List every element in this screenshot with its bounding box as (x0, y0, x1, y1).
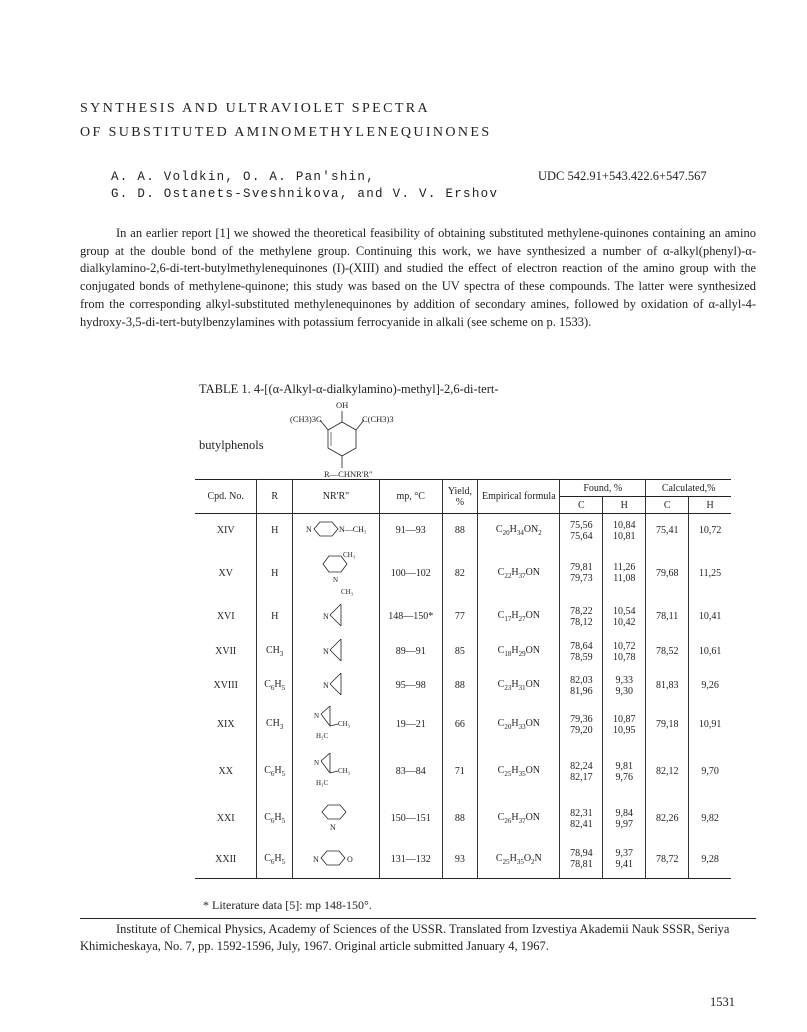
calc-h: 10,72 (689, 514, 731, 548)
yield: 66 (442, 703, 478, 747)
cpd-no: XIX (195, 703, 257, 747)
table-caption-continued: butylphenols (199, 438, 264, 452)
found-c: 82,31 82,41 (560, 797, 603, 841)
found-h: 11,26 11,08 (603, 548, 646, 599)
authors-line-2: G. D. Ostanets-Sveshnikova, and V. V. Ershov (111, 187, 499, 201)
authors (111, 169, 498, 203)
svg-text:N: N (322, 647, 329, 656)
abstract (80, 225, 756, 331)
mp: 150—151 (380, 797, 443, 841)
calc-c: 78,11 (646, 599, 689, 635)
table-footnote: * Literature data [5]: mp 148-150°. (203, 898, 372, 912)
calc-c: 81,83 (646, 669, 689, 703)
found-h: 10,84 10,81 (603, 514, 646, 548)
cpd-no: XVIII (195, 669, 257, 703)
cpd-no: XXII (195, 841, 257, 879)
header-found: Found, % (560, 480, 646, 497)
header-yield: Yield, % (442, 480, 478, 514)
udc-code: UDC 542.91+543.422.6+547.567 (538, 169, 707, 183)
header-nrr: NR'R" (292, 480, 379, 514)
found-h: 9,84 9,97 (603, 797, 646, 841)
yield: 88 (442, 797, 478, 841)
calc-h: 10,41 (689, 599, 731, 635)
oh-label: OH (336, 400, 349, 410)
svg-text:N: N (322, 681, 329, 690)
r-group: $C_6H_5$ (257, 797, 293, 841)
svg-text:N: N (305, 525, 312, 535)
cpd-no: XV (195, 548, 257, 599)
r-group: $CH_3$ (257, 703, 293, 747)
header-calc-h: H (689, 497, 731, 514)
page-number: 1531 (710, 995, 735, 1009)
empirical-formula: $C_{20}H_{33}ON$ (478, 703, 560, 747)
svg-text:N: N (332, 575, 339, 584)
svg-text:N: N (313, 712, 320, 720)
found-h: 10,54 10,42 (603, 599, 646, 635)
found-h: 10,87 10,95 (603, 703, 646, 747)
svg-text:CH₃: CH₃ (337, 767, 351, 775)
header-mp: mp, °C (380, 480, 443, 514)
amine-structure (292, 514, 379, 548)
svg-text:CH₃: CH₃ (337, 720, 351, 728)
found-c: 79,81 79,73 (560, 548, 603, 599)
calc-h: 9,82 (689, 797, 731, 841)
morpholino-icon (313, 848, 359, 868)
amine-structure (292, 747, 379, 797)
found-c: 78,94 78,81 (560, 841, 603, 879)
table-row (195, 635, 731, 669)
amine-structure (292, 841, 379, 879)
calc-h: 10,61 (689, 635, 731, 669)
svg-text:N: N (322, 612, 329, 621)
yield: 82 (442, 548, 478, 599)
cpd-no: XX (195, 747, 257, 797)
calc-c: 78,52 (646, 635, 689, 669)
yield: 93 (442, 841, 478, 879)
r-group: H (257, 599, 293, 635)
mp: 91—93 (380, 514, 443, 548)
empirical-formula: $C_{25}H_{35}O_2N$ (478, 841, 560, 879)
tert-butyl-right-label: C(CH3)3 (362, 414, 394, 424)
found-h: 9,81 9,76 (603, 747, 646, 797)
calc-c: 75,41 (646, 514, 689, 548)
r-group: H (257, 548, 293, 599)
table-row (195, 797, 731, 841)
header-empirical-formula: Empirical formula (478, 480, 560, 514)
cpd-no: XXI (195, 797, 257, 841)
N-methylpiperazino-icon (306, 519, 366, 539)
table-row (195, 841, 731, 879)
compound-table (195, 479, 731, 879)
amine-structure (292, 669, 379, 703)
svg-text:N: N (313, 759, 320, 767)
empirical-formula: $C_{23}H_{31}ON$ (478, 669, 560, 703)
empirical-formula: $C_{20}H_{34}ON_2$ (478, 514, 560, 548)
aziridino-icon (323, 636, 349, 664)
mp: 100—102 (380, 548, 443, 599)
r-group: $C_6H_5$ (257, 747, 293, 797)
empirical-formula: $C_{17}H_{27}ON$ (478, 599, 560, 635)
empirical-formula: $C_{25}H_{35}ON$ (478, 747, 560, 797)
chnrr-label: R—CHNR'R" (324, 469, 373, 479)
institute-text: Institute of Chemical Physics, Academy of Sciences of the USSR. Translated from Izvestiya Akademii Nauk SSSR, Seriya Khimicheskaya, No. 7, pp. 1592-1596, July, 1967. Original article submitted January 4, 1967. (80, 922, 730, 953)
2,2-dimethylaziridino-icon (314, 751, 358, 789)
svg-text:N: N (329, 823, 336, 832)
mp: 19—21 (380, 703, 443, 747)
institute-note (80, 921, 756, 955)
r-group: $CH_3$ (257, 635, 293, 669)
table-row (195, 703, 731, 747)
found-h: 9,33 9,30 (603, 669, 646, 703)
found-c: 78,22 78,12 (560, 599, 603, 635)
empirical-formula: $C_{18}H_{29}ON$ (478, 635, 560, 669)
yield: 77 (442, 599, 478, 635)
table-row (195, 669, 731, 703)
r-group: $C_6H_5$ (257, 841, 293, 879)
header-calc-c: C (646, 497, 689, 514)
found-c: 78,64 78,59 (560, 635, 603, 669)
calc-c: 79,68 (646, 548, 689, 599)
found-c: 79,36 79,20 (560, 703, 603, 747)
title-line-2: OF SUBSTITUTED AMINOMETHYLENEQUINONES (80, 125, 492, 140)
table-row (195, 747, 731, 797)
footer-rule (80, 918, 756, 919)
found-c: 82,24 82,17 (560, 747, 603, 797)
title-line-1: SYNTHESIS AND ULTRAVIOLET SPECTRA (80, 101, 431, 116)
cpd-no: XVI (195, 599, 257, 635)
r-group: H (257, 514, 293, 548)
calc-h: 9,26 (689, 669, 731, 703)
table-row (195, 514, 731, 548)
calc-h: 9,28 (689, 841, 731, 879)
calc-h: 9,70 (689, 747, 731, 797)
yield: 88 (442, 669, 478, 703)
calc-c: 82,26 (646, 797, 689, 841)
amine-structure (292, 599, 379, 635)
empirical-formula: $C_{22}H_{37}ON$ (478, 548, 560, 599)
header-cpd-no: Cpd. No. (195, 480, 257, 514)
abstract-paragraph: In an earlier report [1] we showed the theoretical feasibility of obtaining substituted methylene-quinones containing an amino group at the double bond of the methylene group. Continuing this work, we have synthesized a number of α-alkyl(phenyl)-α-dialkylamino-2,6-di-tert-butylmethylenequinones (I)-(XIII) and studied the effect of electron reaction of the amino group with the conjugated bonds of methylene-quinone; this study was based on the UV spectra of these compounds. The latter were synthesized from the corresponding alkyl-substituted methylenequinones by addition of secondary amines, followed by oxidation of α-allyl-4-hydroxy-3,5-di-tert-butylbenzylamines with potassium ferrocyanide in alkali (see scheme on p. 1533). (80, 226, 756, 329)
svg-text:O: O (346, 854, 353, 864)
found-h: 10,72 10,78 (603, 635, 646, 669)
aziridino-icon (323, 601, 349, 629)
mp: 89—91 (380, 635, 443, 669)
svg-text:CH₃: CH₃ (340, 587, 354, 596)
mp: 83—84 (380, 747, 443, 797)
calc-h: 10,91 (689, 703, 731, 747)
svg-text:CH₃: CH₃ (342, 550, 356, 559)
table-row (195, 599, 731, 635)
mp: 95—98 (380, 669, 443, 703)
piperidino-icon (316, 802, 356, 832)
amine-structure (292, 703, 379, 747)
amine-structure (292, 635, 379, 669)
yield: 88 (442, 514, 478, 548)
svg-text:H₃C: H₃C (315, 779, 329, 787)
amine-structure (292, 548, 379, 599)
calc-c: 78,72 (646, 841, 689, 879)
phenol-structure-diagram (284, 398, 400, 480)
yield: 85 (442, 635, 478, 669)
table-row (195, 548, 731, 599)
header-found-c: C (560, 497, 603, 514)
mp: 148—150* (380, 599, 443, 635)
authors-line-1: A. A. Voldkin, O. A. Pan'shin, (111, 170, 376, 184)
cpd-no: XIV (195, 514, 257, 548)
calc-c: 79,18 (646, 703, 689, 747)
calc-h: 11,25 (689, 548, 731, 599)
found-c: 75,56 75,64 (560, 514, 603, 548)
found-h: 9,37 9,41 (603, 841, 646, 879)
cpd-no: XVII (195, 635, 257, 669)
svg-text:N—CH₃: N—CH₃ (338, 525, 366, 535)
svg-text:H₃C: H₃C (315, 732, 329, 740)
mp: 131—132 (380, 841, 443, 879)
amine-structure (292, 797, 379, 841)
header-calculated: Calculated,% (646, 480, 731, 497)
2,6-dimethylpiperidino-icon (315, 548, 357, 596)
r-group: $C_6H_5$ (257, 669, 293, 703)
svg-text:N: N (312, 854, 319, 864)
aziridino-icon (323, 670, 349, 698)
header-r: R (257, 480, 293, 514)
tert-butyl-left-label: (CH3)3C (290, 414, 322, 424)
calc-c: 82,12 (646, 747, 689, 797)
header-found-h: H (603, 497, 646, 514)
yield: 71 (442, 747, 478, 797)
2,2-dimethylaziridino-icon (314, 704, 358, 742)
table-caption: TABLE 1. 4-[(α-Alkyl-α-dialkylamino)-methyl]-2,6-di-tert- (199, 382, 499, 396)
empirical-formula: $C_{26}H_{37}ON$ (478, 797, 560, 841)
found-c: 82,03 81,96 (560, 669, 603, 703)
